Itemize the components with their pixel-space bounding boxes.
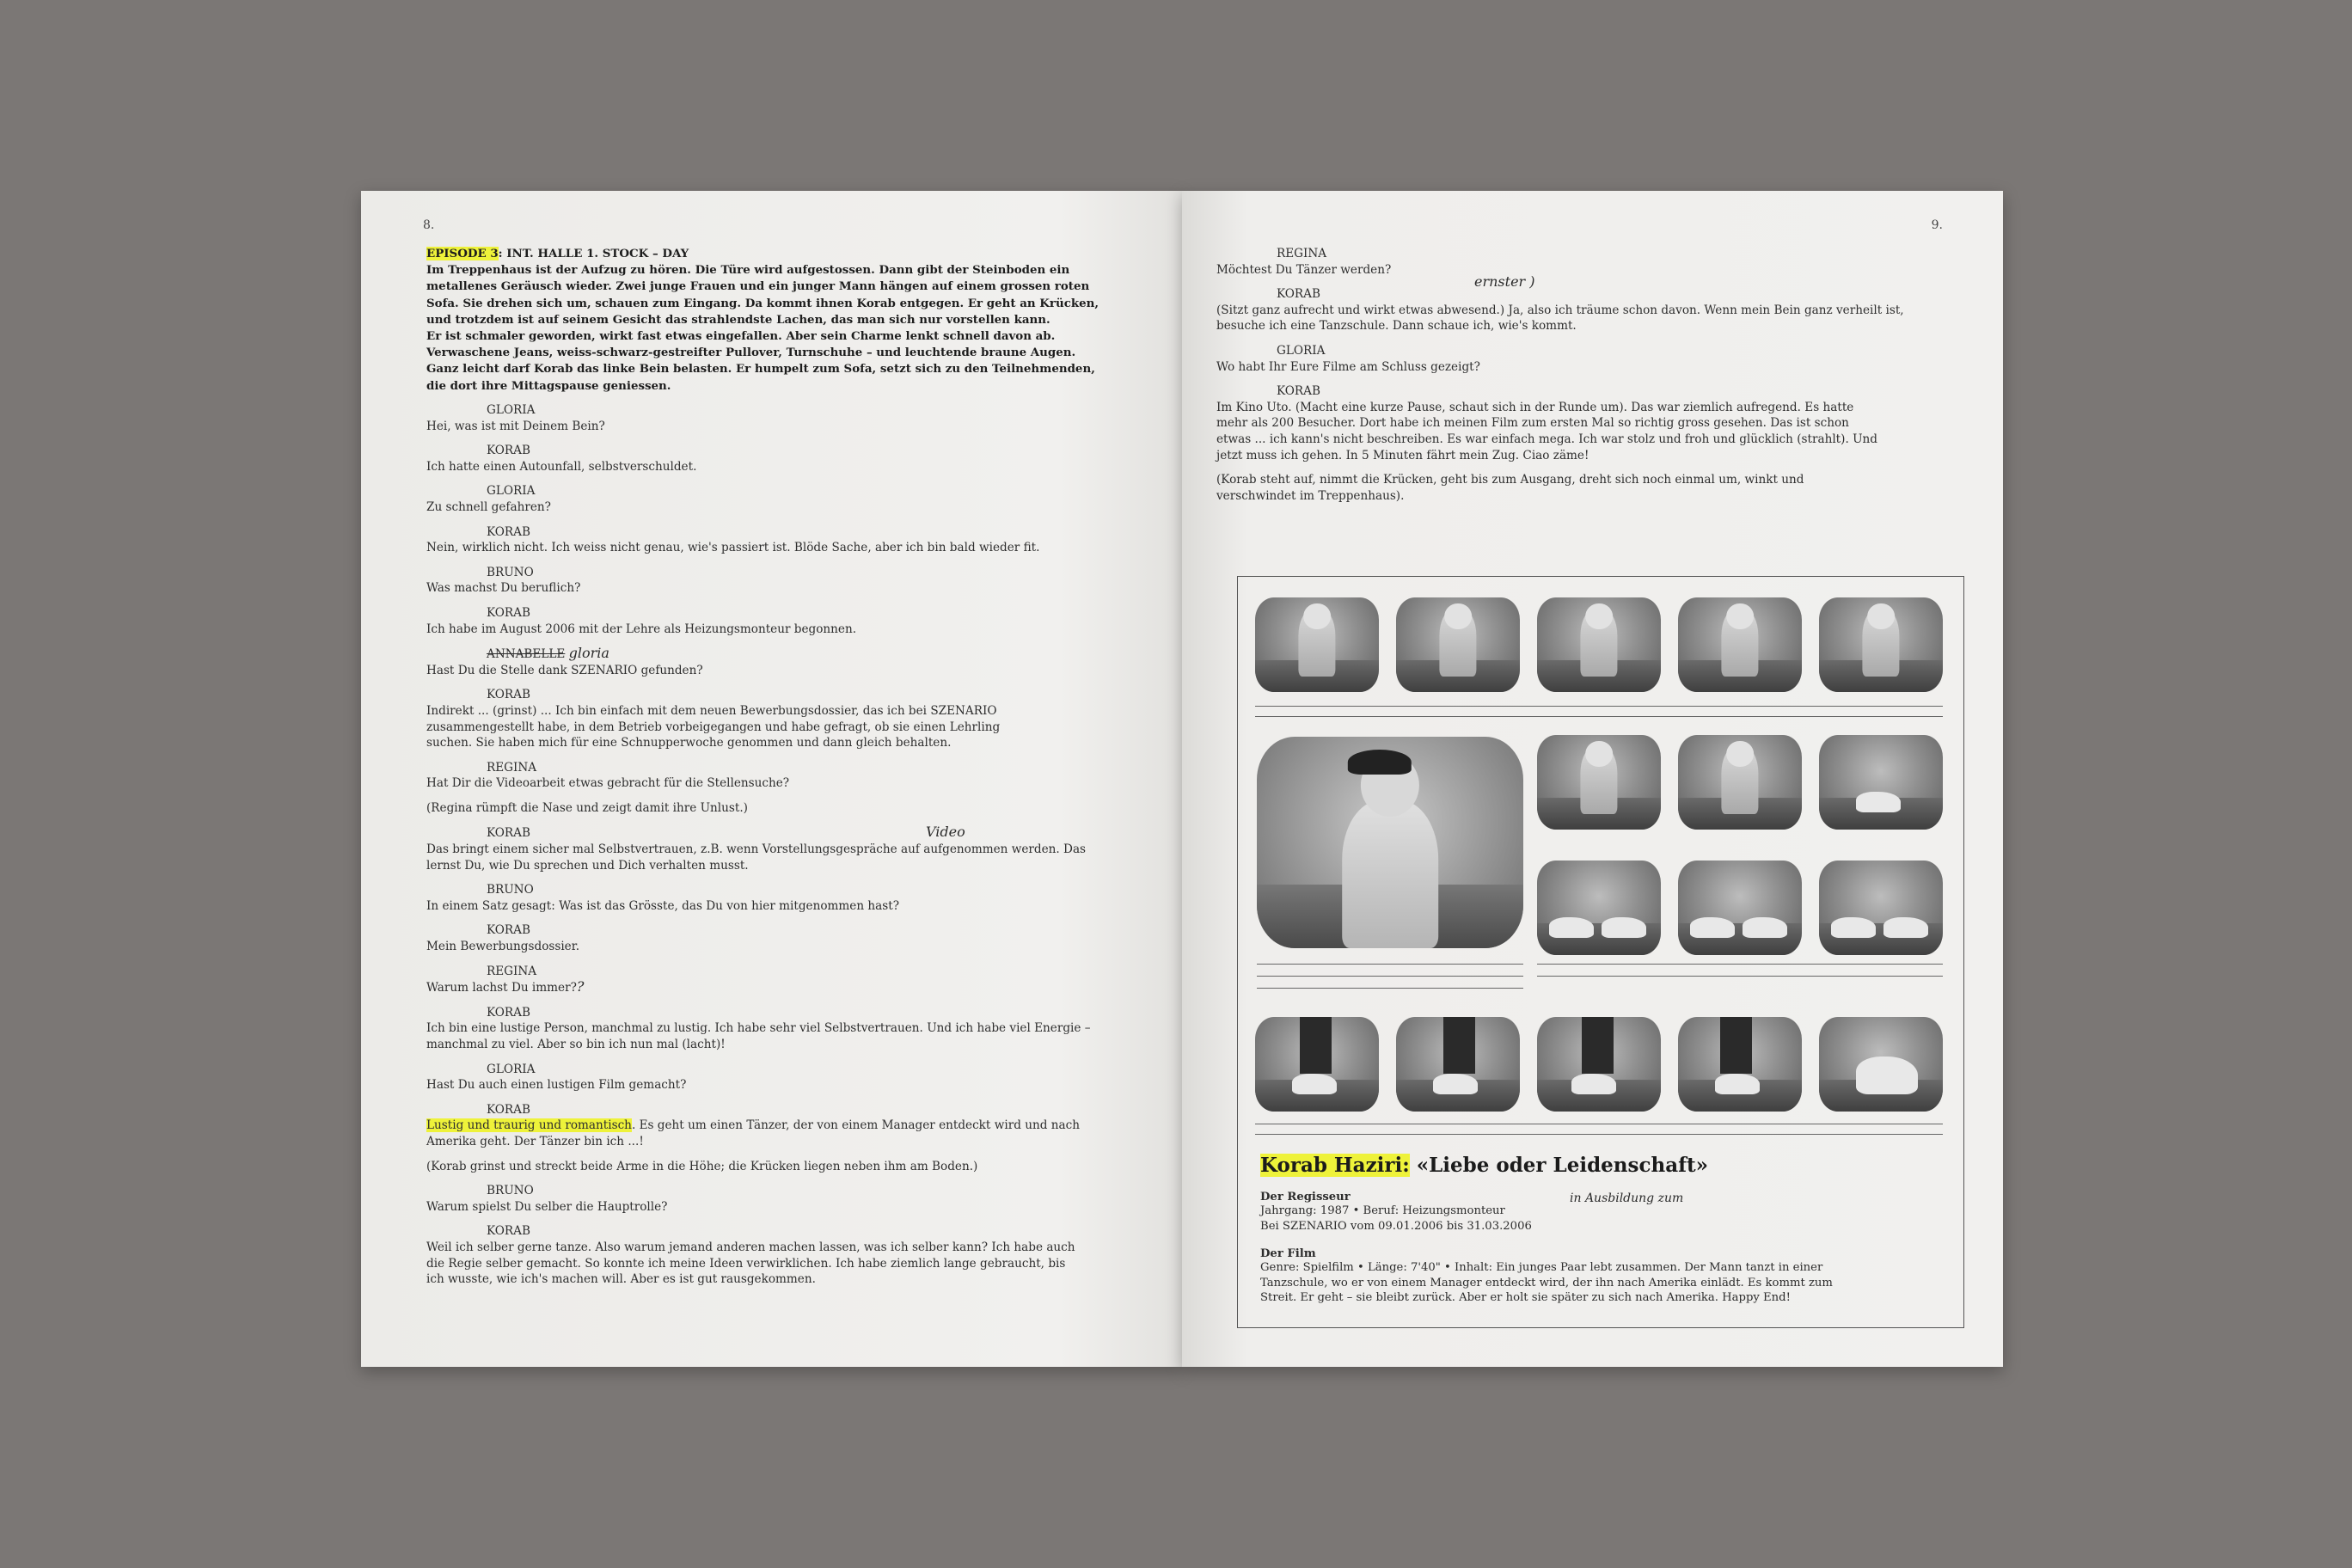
film-line: Genre: Spielfilm • Länge: 7'40" • Inhalt: Ein junges Paar lebt zusammen. Der Mann tanzt in einer bbox=[1260, 1261, 1823, 1275]
line: Was machst Du beruflich? bbox=[426, 581, 581, 596]
video-still bbox=[1537, 1017, 1661, 1112]
video-still bbox=[1678, 861, 1802, 955]
line: Möchtest Du Tänzer werden? bbox=[1216, 262, 1392, 277]
rule bbox=[1255, 706, 1943, 707]
scene-description bbox=[426, 246, 1106, 395]
stage-direction: (Korab steht auf, nimmt die Krücken, geht bis zum Ausgang, dreht sich noch einmal um, winkt und verschwindet im Treppenhaus). bbox=[1216, 473, 1804, 503]
line: Wo habt Ihr Eure Filme am Schluss gezeigt? bbox=[1216, 359, 1480, 374]
handwritten-note: in Ausbildung zum bbox=[1570, 1191, 1684, 1205]
video-still bbox=[1819, 735, 1943, 830]
intro-line: Ganz leicht darf Korab das linke Bein belasten. Er humpelt zum Sofa, setzt sich zu den Teilnehmenden, bbox=[426, 362, 1095, 377]
video-still bbox=[1255, 597, 1379, 692]
director-heading: Der Regisseur bbox=[1260, 1191, 1351, 1204]
intro-line: Verwaschene Jeans, weiss-schwarz-gestreifter Pullover, Turnschuhe – und leuchtende braune Augen. bbox=[426, 346, 1076, 360]
video-still bbox=[1396, 597, 1520, 692]
intro-line: und trotzdem ist auf seinem Gesicht das strahlendste Lachen, das man sich nur vorstellen kann. bbox=[426, 312, 1050, 327]
speaker: GLORIA bbox=[487, 1062, 536, 1076]
film-line: Tanzschule, wo er von einem Manager entdeckt wird, der ihn nach Amerika einlädt. Es kommt zum bbox=[1260, 1276, 1833, 1289]
highlighted-text: Lustig und traurig und romantisch bbox=[426, 1118, 632, 1133]
left-page bbox=[361, 191, 1182, 1367]
line: Mein Bewerbungsdossier. bbox=[426, 940, 580, 954]
speaker: GLORIA bbox=[487, 484, 536, 499]
speaker: BRUNO bbox=[487, 883, 534, 897]
line: Hast Du auch einen lustigen Film gemacht? bbox=[426, 1078, 687, 1093]
line: Hei, was ist mit Deinem Bein? bbox=[426, 419, 605, 433]
dialogue-left bbox=[426, 402, 1114, 1288]
video-still bbox=[1537, 735, 1661, 830]
video-still bbox=[1255, 1017, 1379, 1112]
page-number-right: 9. bbox=[1931, 218, 1943, 232]
handwritten-note: ernster ) bbox=[1474, 273, 1535, 291]
speaker: KORAB bbox=[487, 923, 530, 938]
film-line: Streit. Er geht – sie bleibt zurück. Aber er holt sie später zu sich nach Amerika. Happy End! bbox=[1260, 1291, 1791, 1305]
intro-line: Er ist schmaler geworden, wirkt fast etwas eingefallen. Aber sein Charme lenkt schnell davon ab. bbox=[426, 329, 1056, 344]
line: In einem Satz gesagt: Was ist das Grösste, das Du von hier mitgenommen hast? bbox=[426, 898, 900, 913]
dialogue-right bbox=[1216, 246, 1904, 504]
speaker: BRUNO bbox=[487, 565, 534, 579]
video-still bbox=[1819, 1017, 1943, 1112]
speaker: KORAB bbox=[487, 444, 530, 458]
intro-line: Im Treppenhaus ist der Aufzug zu hören. Die Türe wird aufgestossen. Dann gibt der Steinboden ein bbox=[426, 263, 1070, 278]
rule bbox=[1255, 1134, 1943, 1135]
line: Ich hatte einen Autounfall, selbstverschuldet. bbox=[426, 459, 697, 474]
speaker: KORAB bbox=[487, 1005, 530, 1020]
line: Hast Du die Stelle dank SZENARIO gefunden? bbox=[426, 663, 703, 677]
video-still bbox=[1819, 597, 1943, 692]
speaker: KORAB bbox=[487, 524, 530, 539]
video-still bbox=[1678, 597, 1802, 692]
line: Lustig und traurig und romantisch. Es geht um einen Tänzer, der von einem Manager entdeckt wird und nach Amerika geht. Der Tänzer bin ich ...! bbox=[426, 1118, 1080, 1148]
stage-direction: (Korab grinst und streckt beide Arme in die Höhe; die Krücken liegen neben ihm am Boden.) bbox=[426, 1159, 978, 1173]
intro-line: metallenes Geräusch wieder. Zwei junge Frauen und ein junger Mann hängen auf einem grossen roten bbox=[426, 279, 1090, 294]
intro-line: Sofa. Sie drehen sich um, schauen zum Eingang. Da kommt ihnen Korab entgegen. Er geht an Krücken, bbox=[426, 296, 1099, 310]
booklet-spread bbox=[361, 191, 2003, 1367]
scene-heading: EPISODE 3: INT. HALLE 1. STOCK – DAY bbox=[426, 247, 689, 260]
handwritten-note: Video bbox=[925, 824, 965, 841]
speaker: BRUNO bbox=[487, 1184, 534, 1198]
rule bbox=[1537, 964, 1943, 965]
speaker: KORAB bbox=[487, 605, 530, 620]
scene-heading-highlight: EPISODE 3 bbox=[426, 247, 499, 260]
film-title: Korab Haziri: «Liebe oder Leidenschaft» bbox=[1260, 1154, 1708, 1177]
line: Warum spielst Du selber die Hauptrolle? bbox=[426, 1199, 668, 1214]
video-still bbox=[1537, 597, 1661, 692]
director-line: Jahrgang: 1987 • Beruf: Heizungsmonteur in Ausbildung zum bbox=[1260, 1191, 1684, 1217]
rule bbox=[1257, 976, 1523, 977]
speaker: KORAB ernster ) bbox=[1277, 273, 1535, 302]
speaker: REGINA bbox=[487, 760, 537, 775]
stage-direction: (Regina rümpft die Nase und zeigt damit ihre Unlust.) bbox=[426, 800, 748, 815]
intro-line: die dort ihre Mittagspause geniessen. bbox=[426, 378, 671, 393]
line: Nein, wirklich nicht. Ich weiss nicht genau, wie's passiert ist. Blöde Sache, aber ich bin bald wieder fit. bbox=[426, 541, 1040, 555]
rule bbox=[1257, 988, 1523, 989]
film-credits bbox=[1260, 1154, 1931, 1306]
speaker: REGINA bbox=[1277, 247, 1327, 260]
film-heading: Der Film bbox=[1260, 1247, 1316, 1261]
line: Ich habe im August 2006 mit der Lehre als Heizungsmonteur begonnen. bbox=[426, 622, 857, 636]
speaker: GLORIA bbox=[1277, 343, 1326, 358]
line: Warum lachst Du immer?? bbox=[426, 978, 585, 995]
video-still bbox=[1396, 1017, 1520, 1112]
speaker: KORAB Video bbox=[487, 824, 965, 841]
video-still-large bbox=[1257, 737, 1523, 948]
rule bbox=[1255, 716, 1943, 717]
speaker: KORAB bbox=[487, 1224, 530, 1239]
speaker: REGINA bbox=[487, 964, 537, 978]
line: Das bringt einem sicher mal Selbstvertrauen, z.B. wenn Vorstellungsgespräche auf aufgenommen werden. Das lernst Du, wie Du sprechen und Dich verhalten musst. bbox=[426, 842, 1087, 873]
line: Indirekt ... (grinst) ... Ich bin einfach mit dem neuen Bewerbungsdossier, das ich bei SZENARIO zusammengestellt habe, in dem Betrieb vorbeigegangen und habe gefragt, ob sie einen Lehrling suchen. Sie haben mich für eine Schnupperwoche genommen und dann gleich behalten. bbox=[426, 703, 1001, 750]
video-still bbox=[1819, 861, 1943, 955]
page-number-left: 8. bbox=[423, 218, 435, 232]
director-name: Korab Haziri: bbox=[1260, 1154, 1410, 1177]
speaker: KORAB bbox=[487, 688, 530, 702]
line: Zu schnell gefahren? bbox=[426, 499, 551, 514]
handwritten-note: gloria bbox=[568, 645, 609, 662]
speaker: KORAB bbox=[1277, 384, 1320, 399]
speaker: GLORIA bbox=[487, 403, 536, 417]
line: Ich bin eine lustige Person, manchmal zu lustig. Ich habe sehr viel Selbstvertrauen. Und ich habe viel Energie – manchmal zu viel. Aber so bin ich nun mal (lacht)! bbox=[426, 1021, 1091, 1051]
line: (Sitzt ganz aufrecht und wirkt etwas abwesend.) Ja, also ich träume schon davon. Wenn mein Bein ganz verheilt ist, besuche ich eine Tanzschule. Dann schaue ich, wie's kommt. bbox=[1216, 303, 1904, 334]
line: Im Kino Uto. (Macht eine kurze Pause, schaut sich in der Runde um). Das war ziemlich aufregend. Es hatte mehr als 200 Besucher. Dort habe ich meinen Film zum ersten Mal so richtig gross gesehen. Das ist schon etwas ... ich kann's nicht beschreiben. Es war einfach mega. Ich war stolz und froh und glücklich (strahlt). Und jetzt muss ich gehen. In 5 Minuten fährt mein Zug. Ciao zäme! bbox=[1216, 400, 1878, 462]
line: Weil ich selber gerne tanze. Also warum jemand anderen machen lassen, was ich selber kann? Ich habe auch die Regie selber gemacht. So konnte ich meine Ideen verwirklichen. Ich habe ziemlich lange gebraucht, bis ich wusste, wie ich's machen will. Aber es ist gut rausgekommen. bbox=[426, 1240, 1075, 1287]
handwritten-note: ? bbox=[576, 978, 585, 995]
speaker: ANNABELLE gloria bbox=[487, 645, 609, 662]
director-dates: Bei SZENARIO vom 09.01.2006 bis 31.03.2006 bbox=[1260, 1219, 1532, 1233]
rule bbox=[1257, 964, 1523, 965]
line: Hat Dir die Videoarbeit etwas gebracht für die Stellensuche? bbox=[426, 776, 790, 791]
speaker: KORAB bbox=[487, 1102, 530, 1117]
video-still bbox=[1537, 861, 1661, 955]
rule bbox=[1537, 976, 1943, 977]
video-still bbox=[1678, 735, 1802, 830]
video-still bbox=[1678, 1017, 1802, 1112]
